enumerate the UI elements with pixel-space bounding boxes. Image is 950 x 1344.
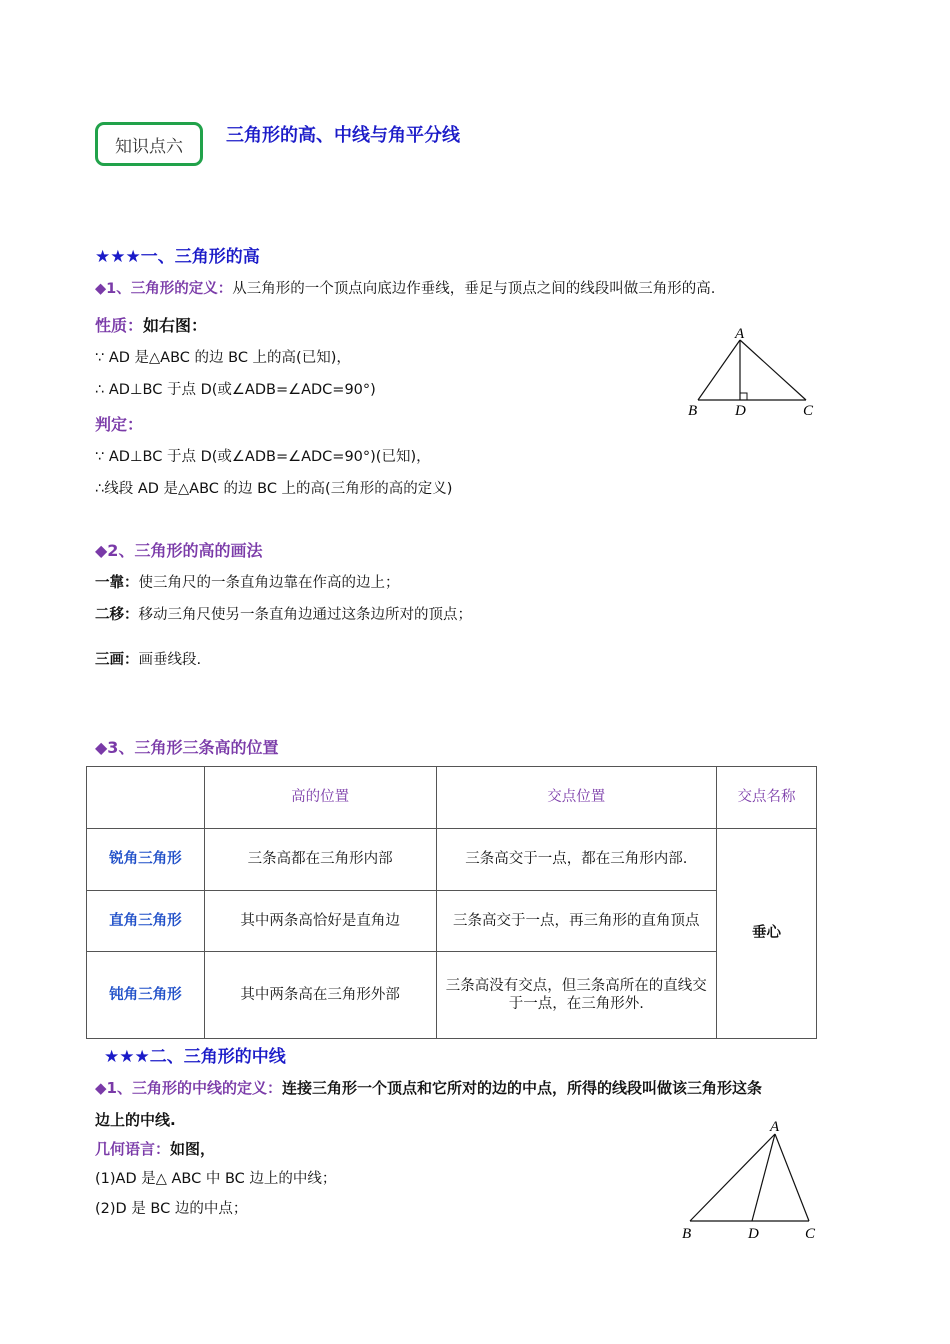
median-definition-text: 连接三角形一个顶点和它所对的边的中点，所得的线段叫做该三角形这条	[281, 1079, 762, 1097]
geometry-language-label: 几何语言：	[95, 1140, 171, 1158]
property-text: 如右图：	[143, 316, 208, 335]
label-D: D	[735, 403, 746, 419]
step-1	[95, 571, 400, 592]
median-definition-label: ◆1、三角形的中线的定义：	[95, 1079, 282, 1097]
heading-draw-altitude: ◆2、三角形的高的画法	[95, 541, 263, 560]
definition-text: 从三角形的一个顶点向底边作垂线，垂足与顶点之间的线段叫做三角形的高.	[232, 281, 716, 297]
intersection-name: 垂心	[717, 829, 817, 1039]
section-badge: 知识点六	[95, 122, 203, 166]
row-type: 锐角三角形	[87, 829, 205, 891]
label-D: D	[748, 1226, 759, 1242]
step-2-text: 移动三角尺使另一条直角边通过这条边所对的顶点；	[138, 607, 472, 623]
median-definition-line-2: 边上的中线.	[95, 1111, 176, 1129]
median-line-1: (1)AD 是△ ABC 中 BC 边上的中线；	[95, 1171, 337, 1187]
heading-altitude-positions: ◆3、三角形三条高的位置	[95, 738, 279, 757]
property-line	[95, 313, 207, 336]
step-1-text: 使三角尺的一条直角边靠在作高的边上；	[138, 575, 400, 591]
property-line-2: ∴ AD⊥BC 于点 D(或∠ADB=∠ADC=90°)	[95, 382, 376, 398]
row-position: 其中两条高在三角形外部	[204, 952, 436, 1039]
row-type: 钝角三角形	[87, 952, 205, 1039]
judge-line-1: ∵ AD⊥BC 于点 D(或∠ADB=∠ADC=90°)(已知)，	[95, 449, 431, 465]
altitude-position-table	[86, 766, 817, 1039]
section-title: 三角形的高、中线与角平分线	[226, 125, 460, 146]
table-header-row	[87, 767, 817, 829]
judge-label: 判定：	[95, 415, 144, 434]
property-label: 性质：	[95, 316, 144, 335]
judge-line-2: ∴线段 AD 是△ABC 的边 BC 上的高(三角形的高的定义)	[95, 481, 453, 497]
header-cell-position: 高的位置	[204, 767, 436, 829]
table-row	[87, 829, 817, 891]
step-3-label: 三画：	[95, 652, 139, 668]
altitude-figure	[680, 326, 830, 421]
step-2	[95, 603, 472, 624]
median-figure	[676, 1116, 826, 1246]
row-intersection: 三条高交于一点，再三角形的直角顶点	[436, 891, 717, 952]
label-A: A	[735, 326, 745, 342]
property-line-1: ∵ AD 是△ABC 的边 BC 上的高(已知)，	[95, 350, 351, 366]
header-cell-intersection: 交点位置	[436, 767, 717, 829]
label-C: C	[805, 1226, 816, 1242]
row-position: 三条高都在三角形内部	[204, 829, 436, 891]
geometry-language	[95, 1138, 215, 1159]
label-B: B	[682, 1226, 692, 1242]
step-3-text: 画垂线段.	[138, 652, 202, 668]
row-type: 直角三角形	[87, 891, 205, 952]
geometry-language-text: 如图，	[170, 1140, 216, 1158]
step-3	[95, 648, 201, 669]
median-line-2: (2)D 是 BC 边的中点；	[95, 1201, 248, 1217]
label-A: A	[770, 1119, 780, 1135]
step-2-label: 二移：	[95, 607, 139, 623]
step-1-label: 一靠：	[95, 575, 139, 591]
row-intersection: 三条高交于一点，都在三角形内部.	[436, 829, 717, 891]
row-intersection: 三条高没有交点，但三条高所在的直线交于一点，在三角形外.	[436, 952, 717, 1039]
definition-label: ◆1、三角形的定义：	[95, 281, 233, 297]
altitude-definition	[95, 277, 715, 298]
heading-altitude: ★★★一、三角形的高	[95, 247, 260, 267]
label-B: B	[688, 403, 698, 419]
table-row	[87, 952, 817, 1039]
row-position: 其中两条高恰好是直角边	[204, 891, 436, 952]
label-C: C	[803, 403, 814, 419]
header-cell-name: 交点名称	[717, 767, 817, 829]
header-cell-empty	[87, 767, 205, 829]
heading-median: ★★★二、三角形的中线	[104, 1047, 286, 1067]
table-row	[87, 891, 817, 952]
median-definition-line-1	[95, 1077, 762, 1098]
